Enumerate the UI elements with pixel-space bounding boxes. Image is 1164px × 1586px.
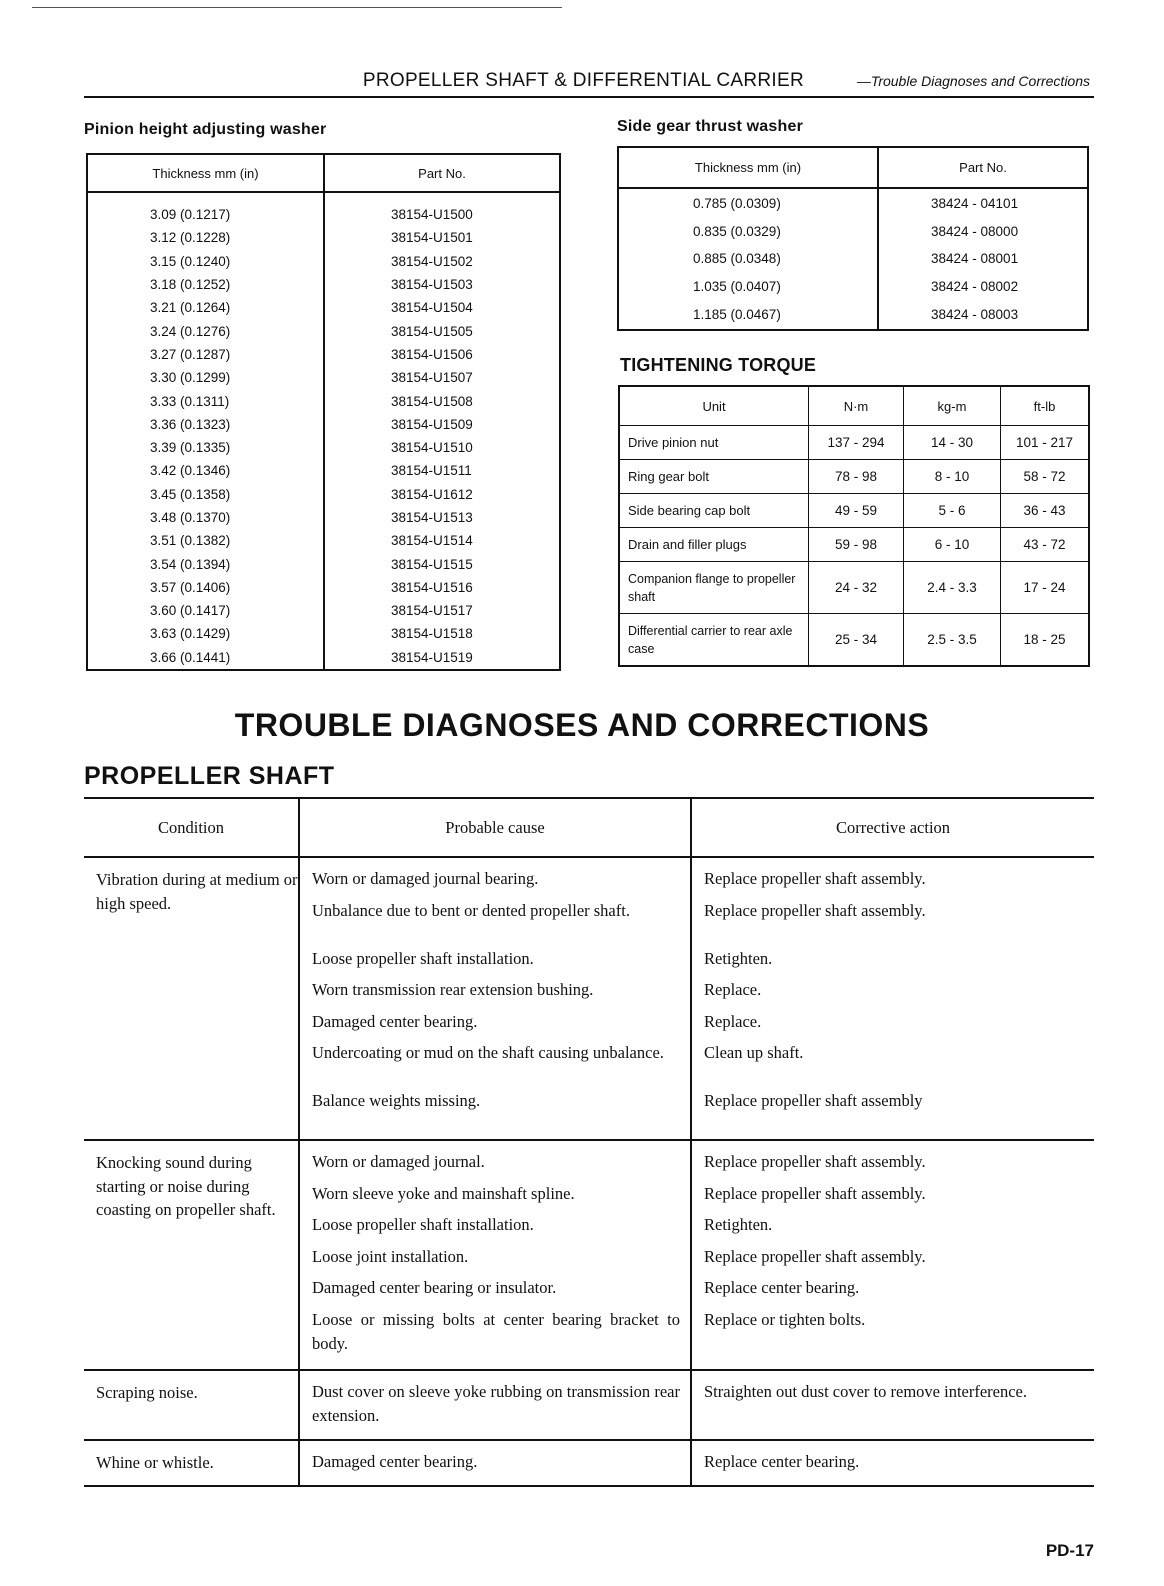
unit-cell: Side bearing cap bolt [619, 494, 809, 528]
thickness-cell: 3.57 (0.1406) [150, 579, 231, 595]
corrective-action: Straighten out dust cover to remove interference. [704, 1382, 1028, 1401]
condition-cell: Whine or whistle. [96, 1453, 214, 1472]
part-number-cell: 38154-U1500 [324, 192, 560, 226]
thickness-cell: 3.18 (0.1252) [150, 277, 231, 293]
col-part-no: Part No. [324, 154, 560, 192]
section-title: PROPELLER SHAFT [84, 762, 335, 790]
part-number-cell: 38154-U1510 [324, 436, 560, 459]
top-rule [32, 7, 562, 8]
table-row [87, 250, 560, 273]
table-row [619, 460, 1089, 494]
pinion-washer-rows [87, 192, 560, 670]
table-row [618, 188, 1088, 217]
unit-cell: Companion flange to propeller shaft [619, 562, 809, 614]
table-row [87, 192, 560, 226]
part-number-cell: 38154-U1514 [324, 529, 560, 552]
part-number-cell: 38424 - 04101 [878, 188, 1088, 217]
table-row [87, 483, 560, 506]
unit-cell: Differential carrier to rear axle case [619, 614, 809, 666]
corrective-action: Replace center bearing. [704, 1452, 860, 1471]
kgm-cell: 2.5 - 3.5 [904, 614, 1001, 666]
part-number-cell: 38154-U1503 [324, 273, 560, 296]
thickness-cell: 3.45 (0.1358) [150, 486, 231, 502]
probable-cause: Worn sleeve yoke and mainshaft spline. [312, 1183, 575, 1203]
part-number-cell: 38154-U1502 [324, 250, 560, 273]
trouble-group [84, 857, 1094, 1140]
header-subtitle: —Trouble Diagnoses and Corrections [856, 73, 1090, 89]
probable-cause: Balance weights missing. [312, 1091, 481, 1110]
pinion-washer-table [86, 153, 561, 671]
part-number-cell: 38154-U1505 [324, 319, 560, 342]
corrective-action: Replace or tighten bolts. [704, 1309, 866, 1329]
thickness-cell: 3.51 (0.1382) [150, 533, 231, 549]
table-row [87, 506, 560, 529]
action-cell [691, 1370, 1094, 1440]
page-number: PD-17 [1045, 1541, 1094, 1560]
table-row [87, 296, 560, 319]
thickness-cell: 3.36 (0.1323) [150, 416, 231, 432]
probable-cause: Loose propeller shaft installation. [312, 1215, 534, 1234]
ftlb-cell: 43 - 72 [1001, 528, 1090, 562]
probable-cause: Damaged center bearing. [312, 1011, 478, 1031]
table-row [619, 528, 1089, 562]
table-row [619, 614, 1089, 666]
corrective-action: Clean up shaft. [704, 1043, 804, 1062]
table-row [87, 273, 560, 296]
col-kgm: kg-m [904, 386, 1001, 426]
part-number-cell: 38154-U1507 [324, 366, 560, 389]
thickness-cell: 3.27 (0.1287) [150, 346, 231, 362]
table-row [87, 436, 560, 459]
kgm-cell: 5 - 6 [904, 494, 1001, 528]
table-row [87, 389, 560, 412]
thickness-cell: 3.60 (0.1417) [150, 603, 231, 619]
col-thickness: Thickness mm (in) [618, 147, 878, 188]
table-row [87, 319, 560, 342]
probable-cause: Worn transmission rear extension bushing. [312, 980, 594, 999]
corrective-action: Replace propeller shaft assembly. [704, 1183, 926, 1203]
kgm-cell: 14 - 30 [904, 426, 1001, 460]
corrective-action: Retighten. [704, 948, 773, 968]
cause-cell [299, 857, 691, 1140]
probable-cause: Worn or damaged journal bearing. [312, 869, 539, 888]
corrective-action: Replace. [704, 1011, 762, 1031]
col-probable-cause: Probable cause [299, 798, 691, 857]
unit-cell: Drive pinion nut [619, 426, 809, 460]
table-row [87, 646, 560, 670]
col-thickness: Thickness mm (in) [87, 154, 324, 192]
part-number-cell: 38424 - 08001 [878, 245, 1088, 273]
corrective-action: Retighten. [704, 1215, 773, 1234]
ftlb-cell: 18 - 25 [1001, 614, 1090, 666]
side-washer-title: Side gear thrust washer [617, 118, 803, 135]
nm-cell: 49 - 59 [809, 494, 904, 528]
table-row [87, 366, 560, 389]
part-number-cell: 38154-U1509 [324, 413, 560, 436]
probable-cause: Loose propeller shaft installation. [312, 948, 534, 968]
page-header [84, 66, 1094, 98]
trouble-rows [84, 857, 1094, 1486]
cause-cell [299, 1440, 691, 1486]
thickness-cell: 0.885 (0.0348) [693, 251, 781, 267]
thickness-cell: 1.035 (0.0407) [693, 279, 781, 295]
part-number-cell: 38154-U1517 [324, 599, 560, 622]
part-number-cell: 38154-U1516 [324, 576, 560, 599]
ftlb-cell: 58 - 72 [1001, 460, 1090, 494]
probable-cause: Loose or missing bolts at center bearing bracket to body. [312, 1309, 680, 1353]
thickness-cell: 3.66 (0.1441) [150, 649, 231, 665]
side-washer-rows [618, 188, 1088, 330]
table-row [618, 273, 1088, 301]
table-row [87, 459, 560, 482]
col-part-no: Part No. [878, 147, 1088, 188]
corrective-action: Replace center bearing. [704, 1278, 860, 1297]
corrective-action: Replace. [704, 980, 762, 999]
thickness-cell: 0.835 (0.0329) [693, 223, 781, 239]
table-row [87, 413, 560, 436]
table-row [87, 552, 560, 575]
trouble-group [84, 1140, 1094, 1370]
thickness-cell: 3.39 (0.1335) [150, 440, 231, 456]
trouble-group [84, 1370, 1094, 1440]
torque-table [618, 385, 1090, 667]
part-number-cell: 38154-U1518 [324, 622, 560, 645]
thickness-cell: 0.785 (0.0309) [693, 195, 781, 211]
corrective-action: Replace propeller shaft assembly. [704, 1246, 926, 1266]
nm-cell: 78 - 98 [809, 460, 904, 494]
ftlb-cell: 101 - 217 [1001, 426, 1090, 460]
part-number-cell: 38424 - 08000 [878, 217, 1088, 245]
table-row [87, 576, 560, 599]
probable-cause: Undercoating or mud on the shaft causing unbalance. [312, 1043, 664, 1062]
probable-cause: Damaged center bearing. [312, 1452, 478, 1471]
condition-cell: Scraping noise. [84, 1370, 299, 1440]
nm-cell: 137 - 294 [809, 426, 904, 460]
condition-cell: Knocking sound during starting or noise during coasting on propeller shaft. [84, 1140, 299, 1370]
col-ftlb: ft-lb [1001, 386, 1090, 426]
table-row [87, 529, 560, 552]
table-row [619, 494, 1089, 528]
trouble-title: TROUBLE DIAGNOSES AND CORRECTIONS [234, 707, 930, 743]
col-nm: N·m [809, 386, 904, 426]
probable-cause: Loose joint installation. [312, 1246, 469, 1266]
table-row [87, 226, 560, 249]
thickness-cell: 3.33 (0.1311) [150, 393, 230, 409]
nm-cell: 25 - 34 [809, 614, 904, 666]
probable-cause: Dust cover on sleeve yoke rubbing on transmission rear extension. [312, 1382, 680, 1425]
table-row [618, 245, 1088, 273]
part-number-cell: 38154-U1513 [324, 506, 560, 529]
pinion-washer-title: Pinion height adjusting washer [84, 121, 327, 138]
kgm-cell: 8 - 10 [904, 460, 1001, 494]
cause-cell [299, 1370, 691, 1440]
part-number-cell: 38424 - 08002 [878, 273, 1088, 301]
part-number-cell: 38154-U1504 [324, 296, 560, 319]
thickness-cell: 3.54 (0.1394) [150, 556, 231, 572]
action-cell [691, 1140, 1094, 1370]
ftlb-cell: 17 - 24 [1001, 562, 1090, 614]
nm-cell: 24 - 32 [809, 562, 904, 614]
trouble-group [84, 1440, 1094, 1486]
table-row [618, 301, 1088, 330]
part-number-cell: 38424 - 08003 [878, 301, 1088, 330]
col-condition: Condition [84, 798, 299, 857]
part-number-cell: 38154-U1515 [324, 552, 560, 575]
action-cell [691, 1440, 1094, 1486]
thickness-cell: 3.12 (0.1228) [150, 230, 231, 246]
thickness-cell: 3.09 (0.1217) [150, 207, 231, 223]
unit-cell: Drain and filler plugs [619, 528, 809, 562]
thickness-cell: 3.15 (0.1240) [150, 253, 231, 269]
nm-cell: 59 - 98 [809, 528, 904, 562]
torque-rows [619, 426, 1089, 667]
thickness-cell: 3.30 (0.1299) [150, 370, 231, 386]
part-number-cell: 38154-U1506 [324, 343, 560, 366]
thickness-cell: 3.21 (0.1264) [150, 300, 231, 316]
part-number-cell: 38154-U1511 [324, 459, 560, 482]
ftlb-cell: 36 - 43 [1001, 494, 1090, 528]
corrective-action: Replace propeller shaft assembly. [704, 900, 926, 920]
corrective-action: Replace propeller shaft assembly. [704, 1152, 926, 1171]
action-cell [691, 857, 1094, 1140]
table-row [618, 217, 1088, 245]
table-row [87, 343, 560, 366]
thickness-cell: 1.185 (0.0467) [693, 307, 781, 323]
trouble-table [84, 797, 1094, 1487]
thickness-cell: 3.42 (0.1346) [150, 463, 231, 479]
kgm-cell: 6 - 10 [904, 528, 1001, 562]
corrective-action: Replace propeller shaft assembly. [704, 869, 926, 888]
torque-title: TIGHTENING TORQUE [620, 355, 817, 375]
cause-cell [299, 1140, 691, 1370]
col-corrective-action: Corrective action [691, 798, 1094, 857]
condition-cell: Vibration during at medium or high speed. [84, 857, 299, 1140]
table-row [619, 426, 1089, 460]
unit-cell: Ring gear bolt [619, 460, 809, 494]
side-washer-table [617, 146, 1089, 331]
probable-cause: Unbalance due to bent or dented propeller shaft. [312, 900, 630, 920]
table-row [87, 599, 560, 622]
kgm-cell: 2.4 - 3.3 [904, 562, 1001, 614]
part-number-cell: 38154-U1612 [324, 483, 560, 506]
probable-cause: Worn or damaged journal. [312, 1152, 485, 1171]
corrective-action: Replace propeller shaft assembly [704, 1091, 923, 1110]
part-number-cell: 38154-U1519 [324, 646, 560, 670]
table-row [87, 622, 560, 645]
thickness-cell: 3.24 (0.1276) [150, 323, 231, 339]
part-number-cell: 38154-U1508 [324, 389, 560, 412]
thickness-cell: 3.63 (0.1429) [150, 626, 231, 642]
part-number-cell: 38154-U1501 [324, 226, 560, 249]
table-row [619, 562, 1089, 614]
probable-cause: Damaged center bearing or insulator. [312, 1278, 557, 1297]
header-title: PROPELLER SHAFT & DIFFERENTIAL CARRIER [362, 70, 804, 91]
thickness-cell: 3.48 (0.1370) [150, 510, 231, 525]
col-unit: Unit [619, 386, 809, 426]
